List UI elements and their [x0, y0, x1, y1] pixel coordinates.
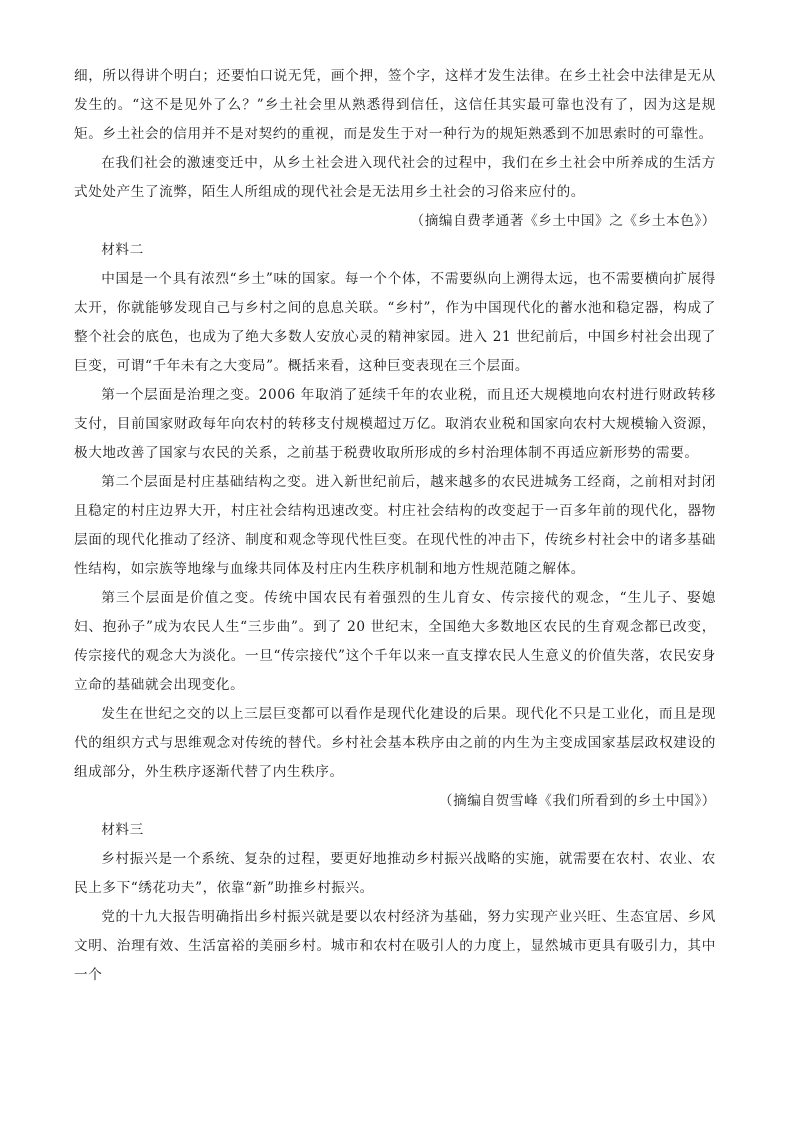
body-paragraph: 第三个层面是价值之变。传统中国农民有着强烈的生儿育女、传宗接代的观念，“生儿子、娶媳妇、抱孙子”成为农民人生“三步曲”。到了 20 世纪末，全国绝大多数地区农民的生育观念都已改变，传宗接代的观念大为淡化。一旦“传宗接代”这个千年以来一直支撑农民人生意义的价值失落，农民安身立命的基础就会出现变化。 [74, 590, 716, 693]
body-paragraph: 乡村振兴是一个系统、复杂的过程，要更好地推动乡村振兴战略的实施，就需要在农村、农业、农民上多下“绣花功夫”，依靠“新”助推乡村振兴。 [74, 851, 716, 896]
body-paragraph: 在我们社会的激速变迁中，从乡土社会进入现代社会的过程中，我们在乡土社会中所养成的生活方式处处产生了流弊，陌生人所组成的现代社会是无法用乡土社会的习俗来应付的。 [74, 155, 716, 200]
body-paragraph: 中国是一个具有浓烈“乡土”味的国家。每一个个体，不需要纵向上溯得太远，也不需要横向扩展得太开，你就能够发现自己与乡村之间的息息关联。“乡村”，作为中国现代化的蓄水池和稳定器，构成了整个社会的底色，也成为了绝大多数人安放心灵的精神家园。进入 21 世纪前后，中国乡村社会出现了巨变，可谓“千年未有之大变局”。概括来看，这种巨变表现在三个层面。 [74, 271, 716, 374]
source-citation: （摘编自费孝通著《乡土中国》之《乡土本色》） [410, 213, 716, 229]
body-paragraph: 第一个层面是治理之变。2006 年取消了延续千年的农业税，而且还大规模地向农村进行财政转移支付，目前国家财政每年向农村的转移支付规模超过万亿。取消农业税和国家向农村大规模输入资源，极大地改善了国家与农民的关系，之前基于税费收取所形成的乡村治理体制不再适应新形势的需要。 [74, 387, 716, 461]
paragraph-continuation [74, 62, 716, 990]
body-paragraph: 发生在世纪之交的以上三层巨变都可以看作是现代化建设的后果。现代化不只是工业化，而且是现代的组织方式与思维观念对传统的替代。乡村社会基本秩序由之前的内生为主变成国家基层政权建设的组成部分，外生秩序逐渐代替了内生秩序。 [74, 706, 716, 780]
section-heading-material-2: 材料二 [101, 242, 144, 258]
body-paragraph: 细，所以得讲个明白；还要怕口说无凭，画个押，签个字，这样才发生法律。在乡土社会中法律是无从发生的。“这不是见外了么？”乡土社会里从熟悉得到信任，这信任其实最可靠也没有了，因为这是规矩。乡土社会的信用并不是对契约的重视，而是发生于对一种行为的规矩熟悉到不加思索时的可靠性。 [74, 68, 716, 142]
body-paragraph: 第二个层面是村庄基础结构之变。进入新世纪前后，越来越多的农民进城务工经商，之前相对封闭且稳定的村庄边界大开，村庄社会结构迅速改变。村庄社会结构的改变起于一百多年前的现代化，器物层面的现代化推动了经济、制度和观念等现代性巨变。在现代性的冲击下，传统乡村社会中的诸多基础性结构，如宗族等地缘与血缘共同体及村庄内生秩序机制和地方性规范随之解体。 [74, 474, 716, 577]
body-paragraph: 党的十九大报告明确指出乡村振兴就是要以农村经济为基础，努力实现产业兴旺、生态宜居、乡风文明、治理有效、生活富裕的美丽乡村。城市和农村在吸引人的力度上，显然城市更具有吸引力，其中一个 [74, 909, 716, 983]
source-citation: （摘编自贺雪峰《我们所看到的乡土中国》） [438, 793, 716, 809]
section-heading-material-3: 材料三 [101, 822, 144, 838]
